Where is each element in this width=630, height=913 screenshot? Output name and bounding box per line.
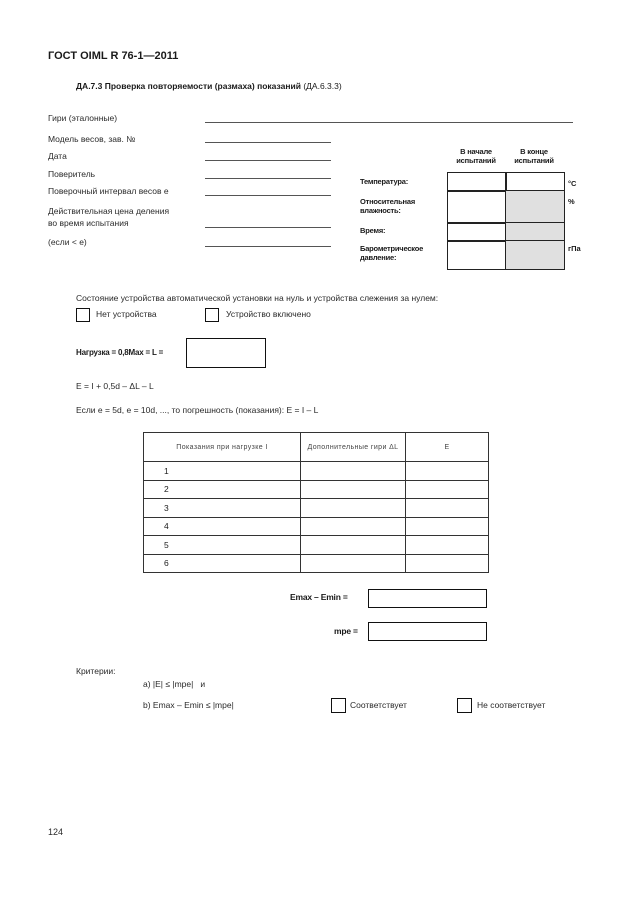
results-header-row — [144, 433, 489, 462]
section-number: ДА.7.3 — [76, 81, 103, 91]
env-label-time: Время: — [360, 226, 386, 235]
load-input[interactable] — [186, 338, 266, 368]
device-on-checkbox[interactable] — [205, 308, 219, 322]
criterion-b: b) Emax – Emin ≤ |mpe| — [143, 700, 234, 710]
verifier-field[interactable] — [205, 178, 331, 179]
error-cell[interactable] — [406, 480, 489, 499]
date-label: Дата — [48, 151, 67, 161]
mpe-label: mpe = — [334, 626, 358, 636]
section-heading — [76, 81, 342, 91]
error-cell[interactable] — [406, 462, 489, 481]
interval-label: Поверочный интервал весов e — [48, 186, 169, 196]
error-cell[interactable] — [406, 554, 489, 573]
table-row — [144, 499, 489, 518]
model-label: Модель весов, зав. № — [48, 134, 136, 144]
env-label-temperature: Температура: — [360, 177, 409, 186]
row-number: 1 — [144, 462, 301, 481]
added-weight-cell[interactable] — [301, 536, 406, 555]
added-weight-cell[interactable] — [301, 480, 406, 499]
date-field[interactable] — [205, 160, 331, 161]
verifier-label: Поверитель — [48, 169, 96, 179]
section-title: Проверка повторяемости (размаха) показаний — [104, 81, 301, 91]
table-row — [144, 536, 489, 555]
env-col-start: В начале испытаний — [456, 147, 496, 165]
table-row — [144, 554, 489, 573]
header-readings: Показания при нагрузке I — [144, 433, 301, 462]
error-cell[interactable] — [406, 517, 489, 536]
env-humidity-start[interactable] — [447, 190, 507, 224]
range-label: Emax – Emin = — [290, 592, 348, 602]
weights-label: Гири (эталонные) — [48, 113, 118, 123]
document-code: ГОСТ OIML R 76-1—2011 — [48, 50, 179, 62]
criterion-a: a) |E| ≤ |mpe| и — [143, 679, 206, 689]
division-field[interactable] — [205, 227, 331, 228]
pass-label: Соответствует — [350, 700, 407, 710]
env-time-end — [505, 222, 565, 242]
unit-hpa: гПа — [568, 244, 581, 253]
no-device-label: Нет устройства — [96, 309, 157, 319]
row-number: 6 — [144, 554, 301, 573]
load-label: Нагрузка = 0,8Max = L = — [76, 348, 164, 357]
section-reference: (ДА.6.3.3) — [303, 81, 342, 91]
env-pressure-start[interactable] — [447, 240, 507, 270]
table-row — [144, 480, 489, 499]
unit-percent: % — [568, 197, 575, 206]
if-less-field[interactable] — [205, 246, 331, 247]
row-number: 4 — [144, 517, 301, 536]
pass-checkbox[interactable] — [331, 698, 346, 713]
env-temp-end[interactable] — [505, 172, 565, 192]
fail-label: Не соответствует — [477, 700, 546, 710]
error-cell[interactable] — [406, 499, 489, 518]
env-temp-start[interactable] — [447, 172, 507, 192]
env-label-humidity: Относительная влажность: — [360, 197, 415, 215]
model-field[interactable] — [205, 142, 331, 143]
added-weight-cell[interactable] — [301, 499, 406, 518]
condition-formula: Если e = 5d, e = 10d, ..., то погрешность (показания): E = I – L — [76, 405, 319, 415]
row-number: 5 — [144, 536, 301, 555]
error-formula: E = I + 0,5d – ΔL – L — [76, 381, 154, 391]
criteria-title: Критерии: — [76, 666, 116, 676]
division-label-line2: во время испытания — [48, 218, 129, 228]
results-table — [143, 432, 489, 573]
header-error: E — [406, 433, 489, 462]
env-humidity-end — [505, 190, 565, 224]
table-row — [144, 517, 489, 536]
unit-celsius: °C — [568, 179, 577, 188]
zero-device-text: Состояние устройства автоматической установки на нуль и устройства слежения за нулем: — [76, 293, 439, 303]
no-device-checkbox[interactable] — [76, 308, 90, 322]
row-number: 2 — [144, 480, 301, 499]
header-additional-weights: Дополнительные гири ΔL — [301, 433, 406, 462]
row-number: 3 — [144, 499, 301, 518]
error-cell[interactable] — [406, 536, 489, 555]
if-less-label: (если < e) — [48, 237, 87, 247]
added-weight-cell[interactable] — [301, 517, 406, 536]
table-row — [144, 462, 489, 481]
weights-field[interactable] — [205, 122, 573, 123]
division-label-line1: Действительная цена деления — [48, 206, 170, 216]
interval-field[interactable] — [205, 195, 331, 196]
device-on-label: Устройство включено — [226, 309, 311, 319]
added-weight-cell[interactable] — [301, 462, 406, 481]
env-label-pressure: Барометрическое давление: — [360, 244, 424, 262]
added-weight-cell[interactable] — [301, 554, 406, 573]
page-number: 124 — [48, 827, 64, 837]
env-pressure-end — [505, 240, 565, 270]
env-col-end: В конце испытаний — [514, 147, 554, 165]
fail-checkbox[interactable] — [457, 698, 472, 713]
mpe-input[interactable] — [368, 622, 487, 641]
env-time-start[interactable] — [447, 222, 507, 242]
range-input[interactable] — [368, 589, 487, 608]
